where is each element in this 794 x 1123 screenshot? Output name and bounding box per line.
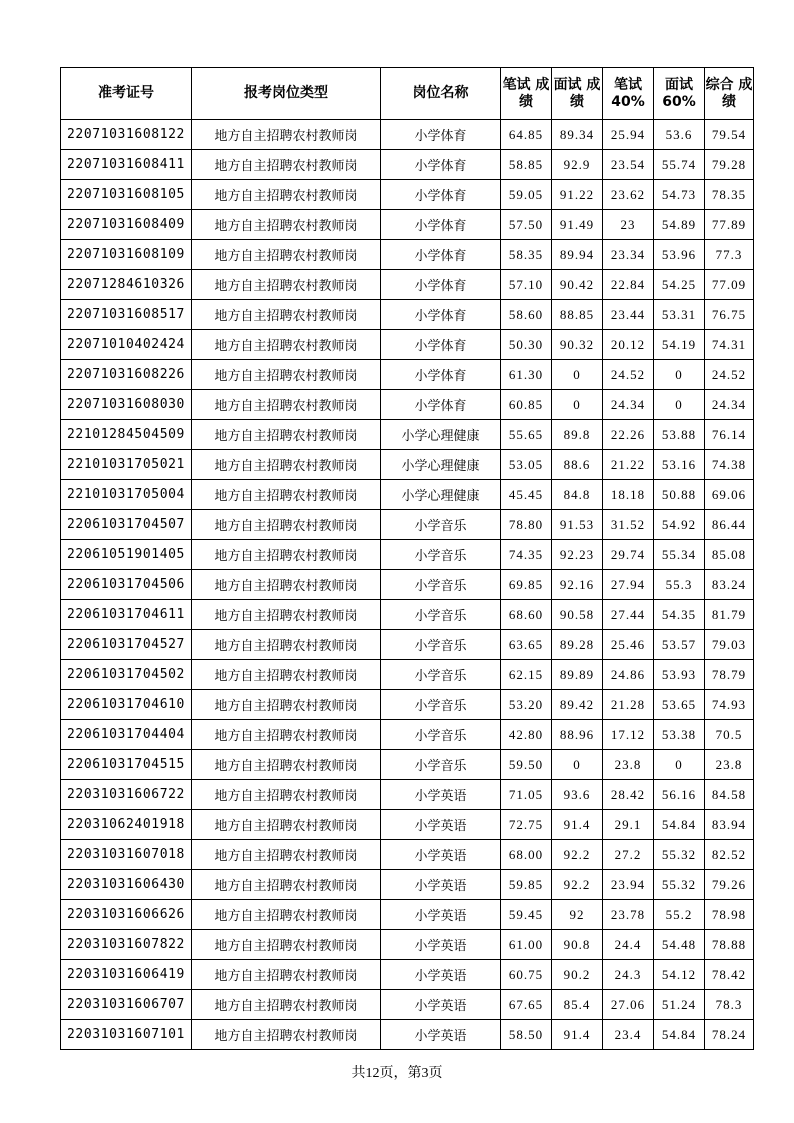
header-written-40: 笔试 40% <box>603 68 654 120</box>
cell-interview-60: 54.89 <box>654 210 705 240</box>
cell-interview-60: 54.84 <box>654 1020 705 1050</box>
cell-post-name: 小学音乐 <box>381 660 501 690</box>
table-row <box>61 330 754 360</box>
table-body <box>61 120 754 1050</box>
cell-interview: 88.96 <box>552 720 603 750</box>
cell-post-type: 地方自主招聘农村教师岗 <box>192 960 381 990</box>
cell-written: 59.05 <box>501 180 552 210</box>
cell-interview: 91.49 <box>552 210 603 240</box>
cell-written-40: 23.34 <box>603 240 654 270</box>
cell-written-40: 22.84 <box>603 270 654 300</box>
cell-post-name: 小学英语 <box>381 780 501 810</box>
cell-post-type: 地方自主招聘农村教师岗 <box>192 660 381 690</box>
table-row <box>61 600 754 630</box>
cell-post-name: 小学体育 <box>381 240 501 270</box>
cell-total: 84.58 <box>705 780 754 810</box>
cell-written: 67.65 <box>501 990 552 1020</box>
cell-written-40: 22.26 <box>603 420 654 450</box>
table-row <box>61 510 754 540</box>
cell-id: 22061031704404 <box>61 720 192 750</box>
cell-post-name: 小学英语 <box>381 840 501 870</box>
cell-id: 22071031608409 <box>61 210 192 240</box>
cell-total: 78.35 <box>705 180 754 210</box>
cell-written: 53.20 <box>501 690 552 720</box>
cell-post-name: 小学体育 <box>381 150 501 180</box>
cell-interview-60: 55.32 <box>654 840 705 870</box>
cell-written-40: 23.4 <box>603 1020 654 1050</box>
cell-interview-60: 50.88 <box>654 480 705 510</box>
header-id: 准考证号 <box>61 68 192 120</box>
cell-written-40: 25.46 <box>603 630 654 660</box>
table-row <box>61 750 754 780</box>
header-written-score: 笔试 成绩 <box>501 68 552 120</box>
cell-post-type: 地方自主招聘农村教师岗 <box>192 480 381 510</box>
cell-written-40: 28.42 <box>603 780 654 810</box>
cell-interview-60: 55.34 <box>654 540 705 570</box>
cell-post-name: 小学音乐 <box>381 720 501 750</box>
cell-post-type: 地方自主招聘农村教师岗 <box>192 990 381 1020</box>
cell-interview: 89.89 <box>552 660 603 690</box>
cell-written-40: 29.74 <box>603 540 654 570</box>
table-row <box>61 120 754 150</box>
cell-interview-60: 53.93 <box>654 660 705 690</box>
header-interview-60: 面试 60% <box>654 68 705 120</box>
cell-total: 77.09 <box>705 270 754 300</box>
cell-interview-60: 53.6 <box>654 120 705 150</box>
cell-interview: 90.42 <box>552 270 603 300</box>
cell-post-name: 小学音乐 <box>381 540 501 570</box>
cell-id: 22031031606419 <box>61 960 192 990</box>
table-row <box>61 990 754 1020</box>
cell-post-type: 地方自主招聘农村教师岗 <box>192 900 381 930</box>
cell-id: 22061031704527 <box>61 630 192 660</box>
cell-interview: 92.2 <box>552 870 603 900</box>
cell-written-40: 23.94 <box>603 870 654 900</box>
table-row <box>61 930 754 960</box>
cell-post-name: 小学心理健康 <box>381 420 501 450</box>
header-interview-score: 面试 成绩 <box>552 68 603 120</box>
cell-interview-60: 54.19 <box>654 330 705 360</box>
cell-post-name: 小学英语 <box>381 810 501 840</box>
cell-interview: 92.2 <box>552 840 603 870</box>
cell-written: 78.80 <box>501 510 552 540</box>
cell-total: 78.24 <box>705 1020 754 1050</box>
cell-written: 63.65 <box>501 630 552 660</box>
cell-interview: 91.53 <box>552 510 603 540</box>
cell-interview-60: 54.25 <box>654 270 705 300</box>
table-row <box>61 450 754 480</box>
cell-total: 78.98 <box>705 900 754 930</box>
table-row <box>61 210 754 240</box>
cell-interview-60: 53.65 <box>654 690 705 720</box>
cell-post-type: 地方自主招聘农村教师岗 <box>192 690 381 720</box>
table-row <box>61 300 754 330</box>
cell-post-name: 小学体育 <box>381 210 501 240</box>
table-row <box>61 840 754 870</box>
table-row <box>61 960 754 990</box>
cell-id: 22071031608226 <box>61 360 192 390</box>
cell-total: 78.42 <box>705 960 754 990</box>
cell-id: 22071031608109 <box>61 240 192 270</box>
cell-written-40: 27.94 <box>603 570 654 600</box>
cell-written: 68.00 <box>501 840 552 870</box>
cell-post-type: 地方自主招聘农村教师岗 <box>192 300 381 330</box>
cell-post-type: 地方自主招聘农村教师岗 <box>192 930 381 960</box>
cell-interview: 88.85 <box>552 300 603 330</box>
cell-post-type: 地方自主招聘农村教师岗 <box>192 510 381 540</box>
cell-total: 74.38 <box>705 450 754 480</box>
cell-id: 22061051901405 <box>61 540 192 570</box>
cell-interview-60: 55.3 <box>654 570 705 600</box>
table-row <box>61 1020 754 1050</box>
table-row <box>61 810 754 840</box>
cell-written-40: 21.22 <box>603 450 654 480</box>
cell-written: 58.35 <box>501 240 552 270</box>
cell-post-type: 地方自主招聘农村教师岗 <box>192 330 381 360</box>
cell-post-type: 地方自主招聘农村教师岗 <box>192 870 381 900</box>
cell-interview-60: 54.84 <box>654 810 705 840</box>
page-footer: 共12页，第3页 <box>351 1066 443 1081</box>
cell-interview-60: 55.32 <box>654 870 705 900</box>
cell-total: 83.24 <box>705 570 754 600</box>
cell-post-type: 地方自主招聘农村教师岗 <box>192 720 381 750</box>
cell-written: 53.05 <box>501 450 552 480</box>
cell-written-40: 24.52 <box>603 360 654 390</box>
cell-interview-60: 55.74 <box>654 150 705 180</box>
cell-written-40: 27.06 <box>603 990 654 1020</box>
cell-post-name: 小学体育 <box>381 390 501 420</box>
table-row <box>61 900 754 930</box>
cell-written: 58.50 <box>501 1020 552 1050</box>
cell-interview-60: 53.31 <box>654 300 705 330</box>
cell-written: 74.35 <box>501 540 552 570</box>
cell-interview: 84.8 <box>552 480 603 510</box>
cell-interview: 92.9 <box>552 150 603 180</box>
cell-id: 22061031704610 <box>61 690 192 720</box>
cell-written: 68.60 <box>501 600 552 630</box>
cell-written: 57.50 <box>501 210 552 240</box>
cell-total: 74.31 <box>705 330 754 360</box>
cell-post-name: 小学音乐 <box>381 600 501 630</box>
cell-id: 22031031606430 <box>61 870 192 900</box>
cell-interview: 89.8 <box>552 420 603 450</box>
cell-written-40: 23.62 <box>603 180 654 210</box>
cell-interview: 90.8 <box>552 930 603 960</box>
cell-written: 50.30 <box>501 330 552 360</box>
score-table <box>60 67 754 1050</box>
cell-post-type: 地方自主招聘农村教师岗 <box>192 630 381 660</box>
cell-written: 61.00 <box>501 930 552 960</box>
cell-written: 58.60 <box>501 300 552 330</box>
cell-id: 22071031608030 <box>61 390 192 420</box>
cell-post-name: 小学体育 <box>381 270 501 300</box>
cell-post-name: 小学音乐 <box>381 750 501 780</box>
cell-written-40: 20.12 <box>603 330 654 360</box>
cell-post-type: 地方自主招聘农村教师岗 <box>192 240 381 270</box>
table-row <box>61 360 754 390</box>
cell-written: 59.45 <box>501 900 552 930</box>
cell-post-name: 小学英语 <box>381 930 501 960</box>
cell-id: 22031031606722 <box>61 780 192 810</box>
cell-interview: 89.28 <box>552 630 603 660</box>
cell-interview-60: 54.12 <box>654 960 705 990</box>
table-row <box>61 480 754 510</box>
cell-post-name: 小学音乐 <box>381 510 501 540</box>
cell-post-type: 地方自主招聘农村教师岗 <box>192 570 381 600</box>
cell-total: 24.34 <box>705 390 754 420</box>
cell-total: 79.28 <box>705 150 754 180</box>
cell-interview: 91.22 <box>552 180 603 210</box>
cell-id: 22071031608411 <box>61 150 192 180</box>
cell-written-40: 23 <box>603 210 654 240</box>
cell-written-40: 18.18 <box>603 480 654 510</box>
cell-total: 69.06 <box>705 480 754 510</box>
table-row <box>61 420 754 450</box>
cell-total: 76.75 <box>705 300 754 330</box>
cell-interview: 92.23 <box>552 540 603 570</box>
table-row <box>61 390 754 420</box>
cell-post-type: 地方自主招聘农村教师岗 <box>192 840 381 870</box>
cell-written: 57.10 <box>501 270 552 300</box>
cell-written: 72.75 <box>501 810 552 840</box>
cell-total: 74.93 <box>705 690 754 720</box>
cell-post-name: 小学英语 <box>381 990 501 1020</box>
cell-post-name: 小学心理健康 <box>381 480 501 510</box>
cell-total: 82.52 <box>705 840 754 870</box>
cell-interview: 0 <box>552 750 603 780</box>
cell-written-40: 27.44 <box>603 600 654 630</box>
cell-interview: 93.6 <box>552 780 603 810</box>
cell-total: 79.03 <box>705 630 754 660</box>
cell-total: 77.89 <box>705 210 754 240</box>
cell-id: 22101031705004 <box>61 480 192 510</box>
cell-interview: 88.6 <box>552 450 603 480</box>
table-row <box>61 540 754 570</box>
cell-total: 24.52 <box>705 360 754 390</box>
header-post-type: 报考岗位类型 <box>192 68 381 120</box>
cell-written-40: 23.54 <box>603 150 654 180</box>
cell-id: 22061031704502 <box>61 660 192 690</box>
cell-id: 22031031607101 <box>61 1020 192 1050</box>
cell-interview: 85.4 <box>552 990 603 1020</box>
cell-interview-60: 51.24 <box>654 990 705 1020</box>
cell-post-type: 地方自主招聘农村教师岗 <box>192 120 381 150</box>
cell-written: 42.80 <box>501 720 552 750</box>
cell-interview: 92.16 <box>552 570 603 600</box>
cell-written: 60.85 <box>501 390 552 420</box>
cell-id: 22061031704506 <box>61 570 192 600</box>
cell-interview: 90.58 <box>552 600 603 630</box>
cell-post-type: 地方自主招聘农村教师岗 <box>192 150 381 180</box>
cell-interview-60: 0 <box>654 750 705 780</box>
cell-total: 78.88 <box>705 930 754 960</box>
cell-written: 62.15 <box>501 660 552 690</box>
cell-interview: 0 <box>552 390 603 420</box>
cell-written-40: 17.12 <box>603 720 654 750</box>
cell-interview-60: 53.88 <box>654 420 705 450</box>
table-row <box>61 870 754 900</box>
cell-total: 23.8 <box>705 750 754 780</box>
cell-written: 55.65 <box>501 420 552 450</box>
cell-total: 81.79 <box>705 600 754 630</box>
cell-total: 70.5 <box>705 720 754 750</box>
cell-post-name: 小学体育 <box>381 300 501 330</box>
cell-id: 22031031606626 <box>61 900 192 930</box>
table-row <box>61 270 754 300</box>
cell-id: 22071031608517 <box>61 300 192 330</box>
cell-interview-60: 54.35 <box>654 600 705 630</box>
cell-interview-60: 0 <box>654 360 705 390</box>
cell-post-name: 小学体育 <box>381 120 501 150</box>
cell-post-name: 小学音乐 <box>381 690 501 720</box>
cell-id: 22071031608122 <box>61 120 192 150</box>
cell-interview-60: 55.2 <box>654 900 705 930</box>
cell-interview: 90.32 <box>552 330 603 360</box>
header-total-score: 综合 成绩 <box>705 68 754 120</box>
cell-post-name: 小学心理健康 <box>381 450 501 480</box>
cell-interview-60: 53.16 <box>654 450 705 480</box>
cell-interview-60: 54.92 <box>654 510 705 540</box>
cell-id: 22061031704611 <box>61 600 192 630</box>
table-row <box>61 240 754 270</box>
cell-post-type: 地方自主招聘农村教师岗 <box>192 180 381 210</box>
cell-written: 59.50 <box>501 750 552 780</box>
cell-post-type: 地方自主招聘农村教师岗 <box>192 1020 381 1050</box>
cell-total: 78.3 <box>705 990 754 1020</box>
cell-interview: 91.4 <box>552 810 603 840</box>
cell-interview: 89.34 <box>552 120 603 150</box>
table-row <box>61 150 754 180</box>
table-row <box>61 180 754 210</box>
cell-post-name: 小学英语 <box>381 870 501 900</box>
cell-post-type: 地方自主招聘农村教师岗 <box>192 450 381 480</box>
table-header <box>61 68 754 120</box>
cell-written: 61.30 <box>501 360 552 390</box>
table-row <box>61 720 754 750</box>
cell-id: 22031031607018 <box>61 840 192 870</box>
cell-interview-60: 0 <box>654 390 705 420</box>
cell-interview: 89.94 <box>552 240 603 270</box>
cell-post-name: 小学体育 <box>381 330 501 360</box>
cell-post-name: 小学英语 <box>381 900 501 930</box>
cell-id: 22101031705021 <box>61 450 192 480</box>
table-row <box>61 570 754 600</box>
cell-post-name: 小学体育 <box>381 180 501 210</box>
cell-total: 83.94 <box>705 810 754 840</box>
cell-id: 22061031704507 <box>61 510 192 540</box>
cell-written-40: 24.34 <box>603 390 654 420</box>
cell-written-40: 21.28 <box>603 690 654 720</box>
cell-post-name: 小学音乐 <box>381 570 501 600</box>
cell-post-type: 地方自主招聘农村教师岗 <box>192 270 381 300</box>
cell-interview: 92 <box>552 900 603 930</box>
cell-written: 45.45 <box>501 480 552 510</box>
cell-interview: 91.4 <box>552 1020 603 1050</box>
cell-id: 22031031606707 <box>61 990 192 1020</box>
cell-written-40: 23.44 <box>603 300 654 330</box>
cell-total: 79.26 <box>705 870 754 900</box>
cell-written-40: 29.1 <box>603 810 654 840</box>
cell-interview: 0 <box>552 360 603 390</box>
cell-total: 85.08 <box>705 540 754 570</box>
cell-interview: 90.2 <box>552 960 603 990</box>
cell-post-type: 地方自主招聘农村教师岗 <box>192 600 381 630</box>
cell-total: 86.44 <box>705 510 754 540</box>
cell-post-type: 地方自主招聘农村教师岗 <box>192 750 381 780</box>
table-row <box>61 660 754 690</box>
cell-written-40: 23.8 <box>603 750 654 780</box>
cell-total: 79.54 <box>705 120 754 150</box>
cell-post-type: 地方自主招聘农村教师岗 <box>192 780 381 810</box>
cell-post-name: 小学英语 <box>381 960 501 990</box>
cell-post-type: 地方自主招聘农村教师岗 <box>192 540 381 570</box>
cell-written: 69.85 <box>501 570 552 600</box>
cell-interview-60: 53.57 <box>654 630 705 660</box>
cell-written-40: 25.94 <box>603 120 654 150</box>
cell-post-type: 地方自主招聘农村教师岗 <box>192 810 381 840</box>
cell-written: 64.85 <box>501 120 552 150</box>
cell-post-type: 地方自主招聘农村教师岗 <box>192 360 381 390</box>
cell-id: 22071010402424 <box>61 330 192 360</box>
cell-post-name: 小学音乐 <box>381 630 501 660</box>
cell-interview-60: 53.96 <box>654 240 705 270</box>
cell-written: 71.05 <box>501 780 552 810</box>
cell-interview-60: 56.16 <box>654 780 705 810</box>
cell-post-type: 地方自主招聘农村教师岗 <box>192 390 381 420</box>
table-row <box>61 630 754 660</box>
cell-written-40: 24.3 <box>603 960 654 990</box>
cell-id: 22101284504509 <box>61 420 192 450</box>
cell-id: 22061031704515 <box>61 750 192 780</box>
cell-written-40: 27.2 <box>603 840 654 870</box>
cell-interview: 89.42 <box>552 690 603 720</box>
cell-post-name: 小学英语 <box>381 1020 501 1050</box>
table-row <box>61 780 754 810</box>
cell-interview-60: 54.73 <box>654 180 705 210</box>
cell-total: 78.79 <box>705 660 754 690</box>
cell-id: 22071284610326 <box>61 270 192 300</box>
cell-id: 22031031607822 <box>61 930 192 960</box>
cell-written-40: 24.4 <box>603 930 654 960</box>
cell-written-40: 24.86 <box>603 660 654 690</box>
cell-written: 59.85 <box>501 870 552 900</box>
table-row <box>61 690 754 720</box>
cell-id: 22031062401918 <box>61 810 192 840</box>
cell-post-type: 地方自主招聘农村教师岗 <box>192 420 381 450</box>
cell-total: 77.3 <box>705 240 754 270</box>
cell-written: 60.75 <box>501 960 552 990</box>
cell-interview-60: 54.48 <box>654 930 705 960</box>
cell-written-40: 23.78 <box>603 900 654 930</box>
cell-post-type: 地方自主招聘农村教师岗 <box>192 210 381 240</box>
cell-id: 22071031608105 <box>61 180 192 210</box>
cell-total: 76.14 <box>705 420 754 450</box>
cell-interview-60: 53.38 <box>654 720 705 750</box>
cell-post-name: 小学体育 <box>381 360 501 390</box>
cell-written: 58.85 <box>501 150 552 180</box>
header-post-name: 岗位名称 <box>381 68 501 120</box>
cell-written-40: 31.52 <box>603 510 654 540</box>
